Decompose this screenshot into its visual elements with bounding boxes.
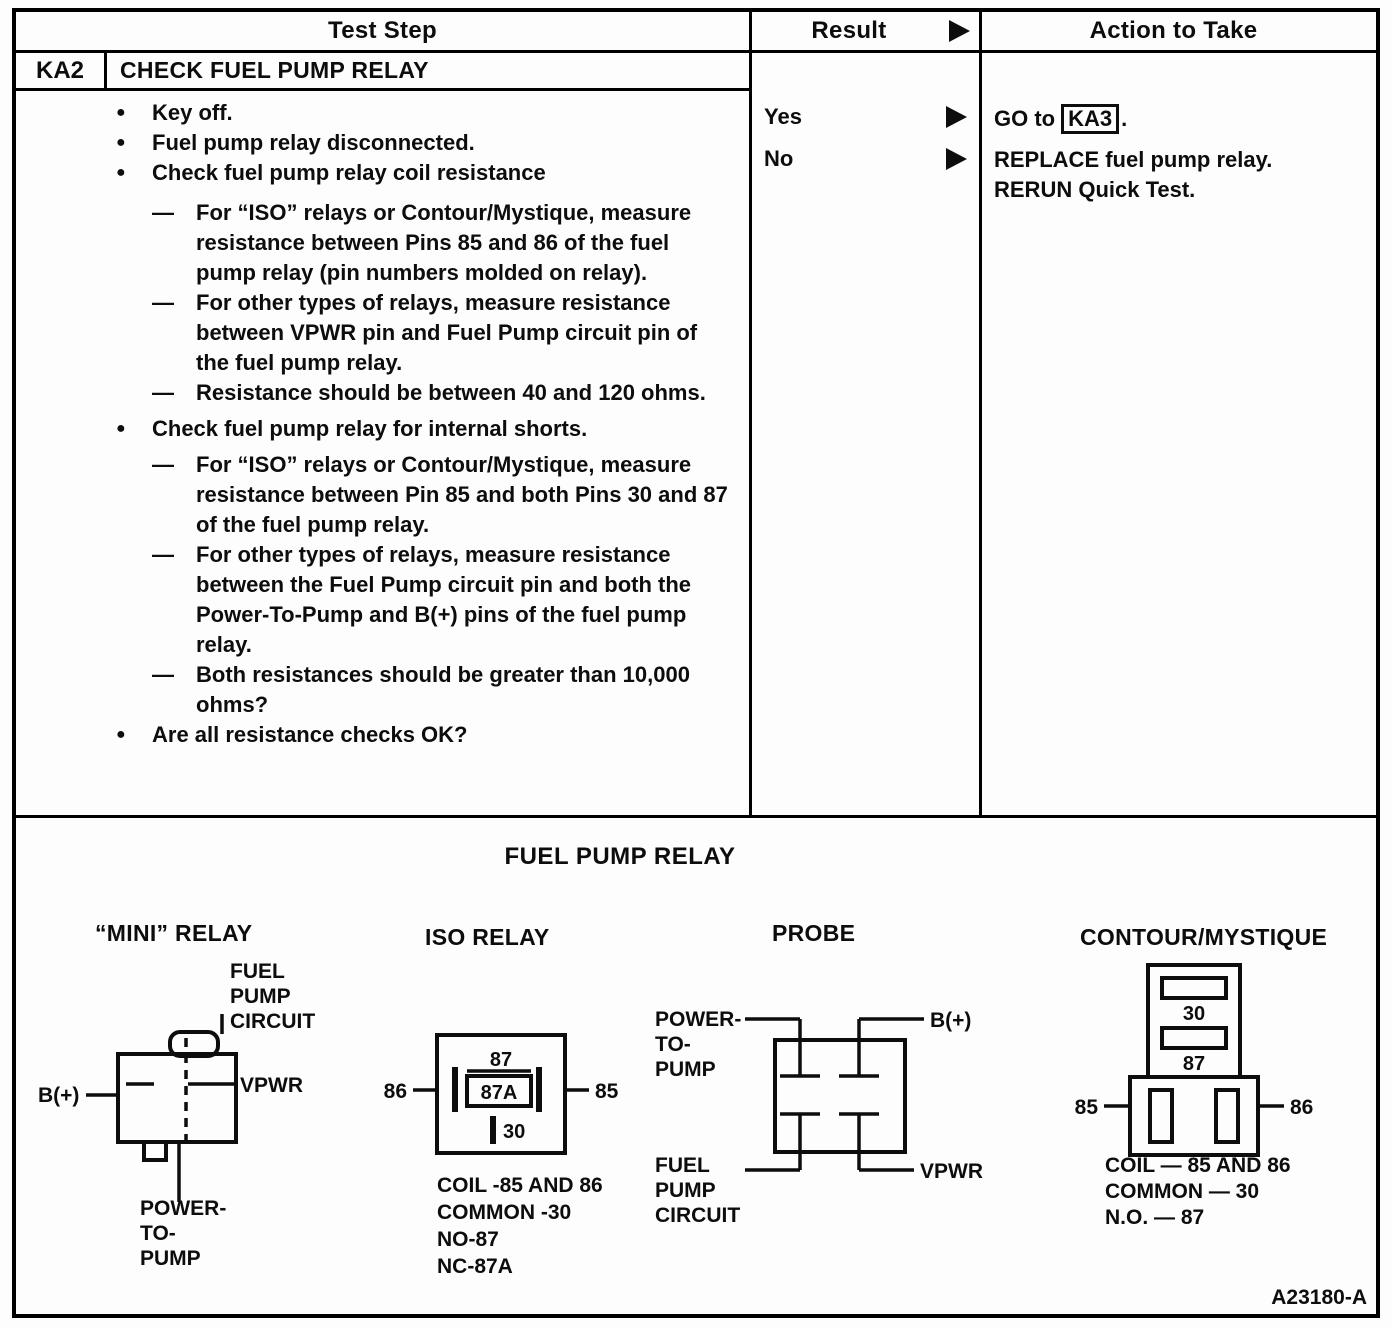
bullet-icon: ● — [116, 726, 126, 743]
probe-bplus-label: B(+) — [930, 1009, 972, 1032]
test-substep-item — [152, 660, 732, 720]
probe-vpwr-label: VPWR — [920, 1160, 983, 1183]
fuel-pump-relay-figure — [16, 818, 1368, 1312]
contour-title: CONTOUR/MYSTIQUE — [1080, 924, 1328, 950]
test-step-text: Are all resistance checks OK? — [152, 722, 468, 747]
contour-mid-slot — [1162, 1028, 1226, 1048]
result-no-arrow-icon — [946, 148, 967, 170]
test-step-item — [116, 414, 732, 444]
column-header-test-step — [16, 12, 749, 50]
iso-caption-nc: NC-87A — [437, 1255, 513, 1278]
column-header-action — [979, 12, 1368, 50]
dash-icon: — — [152, 452, 174, 477]
test-substep-text: For “ISO” relays or Contour/Mystique, measure resistance between Pin 85 and both Pins 30 and 87 of the fuel pump relay. — [196, 452, 728, 537]
bullet-icon: ● — [116, 104, 126, 121]
dash-icon: — — [152, 380, 174, 405]
ka2-row-bottom-line — [16, 88, 749, 91]
test-step-text: Check fuel pump relay for internal shorts. — [152, 416, 588, 441]
probe-title: PROBE — [772, 920, 856, 946]
test-step-item — [116, 720, 732, 750]
dash-icon: — — [152, 542, 174, 567]
mini-relay-title: “MINI” RELAY — [95, 920, 253, 946]
probe-power-to-pump-label-2: TO- — [655, 1033, 691, 1056]
mini-fuel-pump-circuit-label-1: FUEL — [230, 960, 285, 983]
probe-body — [775, 1040, 905, 1152]
figure-title: FUEL PUMP RELAY — [504, 843, 736, 870]
test-step-item — [116, 158, 732, 188]
action-no-line1: REPLACE fuel pump relay. — [994, 147, 1273, 172]
mini-power-to-pump-label-1: POWER- — [140, 1197, 227, 1220]
mini-bplus-label: B(+) — [38, 1084, 80, 1107]
test-title: CHECK FUEL PUMP RELAY — [120, 57, 429, 83]
probe-fuel-pump-circuit-label-2: PUMP — [655, 1179, 716, 1202]
test-substep-item — [152, 378, 732, 408]
contour-mystique-diagram — [1075, 924, 1328, 1229]
contour-left-slot — [1150, 1090, 1172, 1142]
dash-icon: — — [152, 290, 174, 315]
result-no-label: No — [764, 146, 794, 171]
test-substep-item — [152, 450, 732, 540]
iso-caption-no: NO-87 — [437, 1228, 499, 1251]
header-arrow-icon — [949, 20, 970, 42]
contour-top-slot — [1162, 978, 1226, 998]
dash-icon: — — [152, 662, 174, 687]
probe-fuel-pump-circuit-label-3: CIRCUIT — [655, 1204, 741, 1227]
contour-right-slot — [1216, 1090, 1238, 1142]
bullet-icon: ● — [116, 134, 126, 151]
iso-caption-coil: COIL -85 AND 86 — [437, 1174, 603, 1197]
divider-result-action — [979, 12, 982, 815]
test-substep-text: For “ISO” relays or Contour/Mystique, measure resistance between Pins 85 and 86 of the fuel pump relay (pin numbers molded on relay). — [196, 200, 692, 285]
test-substep-text: Resistance should be between 40 and 120 ohms. — [196, 380, 706, 405]
iso-caption-common: COMMON -30 — [437, 1201, 572, 1224]
contour-pin-87-label: 87 — [1182, 1053, 1206, 1075]
column-header-test-step-label: Test Step — [328, 17, 437, 44]
mini-relay-body — [118, 1054, 236, 1142]
test-id: KA2 — [35, 56, 84, 84]
probe-fuel-pump-circuit-label-1: FUEL — [655, 1154, 710, 1177]
test-step-list — [116, 98, 732, 750]
test-step-text: Key off. — [152, 100, 233, 125]
ka2-cell-divider — [104, 50, 107, 91]
action-yes — [994, 104, 1127, 134]
result-yes-arrow-icon — [946, 106, 967, 128]
contour-pin-85-label: 85 — [1074, 1096, 1098, 1119]
iso-relay-title: ISO RELAY — [425, 924, 550, 950]
action-yes-text: GO to — [994, 106, 1056, 131]
result-yes-label: Yes — [764, 104, 802, 129]
test-substep-text: Both resistances should be greater than 10,000 ohms? — [196, 662, 690, 717]
test-substep-text: For other types of relays, measure resistance between the Fuel Pump circuit pin and both the Power-To-Pump and B(+) pins of the fuel pump relay. — [196, 542, 692, 657]
bullet-icon: ● — [116, 420, 126, 437]
column-header-result — [749, 12, 949, 50]
bullet-icon: ● — [116, 164, 126, 181]
test-step-item — [116, 128, 732, 158]
action-no-line2: RERUN Quick Test. — [994, 177, 1196, 202]
iso-pin-85-label: 85 — [595, 1080, 619, 1103]
iso-relay-diagram — [384, 924, 619, 1278]
action-no — [994, 145, 1272, 205]
pinpoint-test-sheet — [12, 8, 1380, 1318]
test-substep-item — [152, 198, 732, 288]
mini-power-to-pump-label-3: PUMP — [140, 1247, 201, 1270]
mini-relay-diagram — [38, 920, 315, 1270]
contour-caption-no: N.O. — 87 — [1105, 1206, 1205, 1229]
figure-code: A23180-A — [1271, 1286, 1367, 1309]
iso-pin-86-label: 86 — [383, 1080, 407, 1103]
contour-pin-30-label: 30 — [1182, 1003, 1206, 1025]
mini-power-to-pump-label-2: TO- — [140, 1222, 176, 1245]
column-header-result-label: Result — [811, 17, 887, 44]
mini-vpwr-label: VPWR — [240, 1074, 303, 1097]
probe-power-to-pump-label-3: PUMP — [655, 1058, 716, 1081]
column-header-action-label: Action to Take — [1089, 17, 1258, 44]
test-step-text: Fuel pump relay disconnected. — [152, 130, 475, 155]
divider-teststep-result — [749, 12, 752, 815]
action-yes-punct: . — [1121, 106, 1128, 131]
test-step-text: Check fuel pump relay coil resistance — [152, 160, 546, 185]
iso-pin-30-label: 30 — [503, 1121, 526, 1143]
contour-caption-coil: COIL — 85 AND 86 — [1105, 1154, 1291, 1177]
probe-power-to-pump-label-1: POWER- — [655, 1008, 742, 1031]
test-substep-text: For other types of relays, measure resistance between VPWR pin and Fuel Pump circuit pin of the fuel pump relay. — [196, 290, 698, 375]
mini-bottom-tab — [144, 1142, 166, 1160]
iso-pin-87a-label: 87A — [480, 1082, 518, 1104]
dash-icon: — — [152, 200, 174, 225]
test-substep-item — [152, 540, 732, 660]
mini-fuel-pump-circuit-label-2: PUMP — [230, 985, 291, 1008]
contour-caption-common: COMMON — 30 — [1105, 1180, 1260, 1203]
contour-pin-86-label: 86 — [1290, 1096, 1314, 1119]
probe-diagram — [655, 920, 983, 1227]
action-goto-box: KA3 — [1061, 104, 1119, 134]
test-step-item — [116, 98, 732, 128]
iso-pin-87-label: 87 — [489, 1049, 513, 1071]
test-substep-item — [152, 288, 732, 378]
mini-fuel-pump-circuit-label-3: CIRCUIT — [230, 1010, 316, 1033]
